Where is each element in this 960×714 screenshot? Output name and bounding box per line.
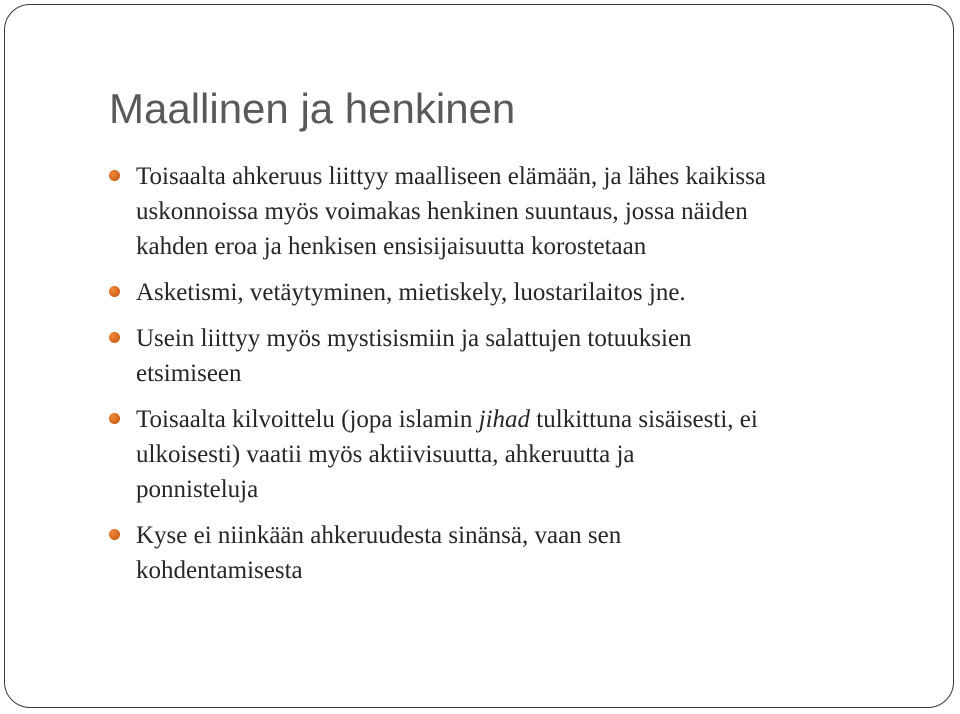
bullet-list	[109, 159, 929, 599]
bullet-text-line	[136, 402, 929, 437]
bullet-text-line: etsimiseen	[136, 360, 242, 387]
bullet-item	[109, 159, 929, 264]
bullet-text-line: ulkoisesti) vaatii myös aktiivisuutta, ahkeruutta ja	[136, 441, 635, 468]
bullet-text-line: Kyse ei niinkään ahkeruudesta sinänsä, vaan sen	[136, 522, 622, 549]
slide-title: Maallinen ja henkinen	[109, 85, 516, 132]
bullet-dot-icon	[109, 286, 120, 297]
bullet-item	[109, 402, 929, 507]
slide-frame	[4, 4, 954, 708]
emphasized-term: jihad	[478, 406, 531, 433]
bullet-text-segment: tulkittuna sisäisesti, ei	[530, 406, 758, 433]
bullet-dot-icon	[109, 332, 120, 343]
bullet-item	[109, 321, 929, 391]
bullet-text-line: Asketismi, vetäytyminen, mietiskely, luostarilaitos jne.	[136, 279, 686, 306]
bullet-text-line: kahden eroa ja henkisen ensisijaisuutta korostetaan	[136, 233, 647, 260]
bullet-dot-icon	[109, 170, 120, 181]
bullet-text-line: Usein liittyy myös mystisismiin ja salattujen totuuksien	[136, 325, 692, 352]
bullet-dot-icon	[109, 529, 120, 540]
bullet-text-line: ponnisteluja	[136, 476, 259, 503]
bullet-text-line: kohdentamisesta	[136, 557, 303, 584]
bullet-item	[109, 518, 929, 588]
bullet-text-segment: Toisaalta kilvoittelu (jopa islamin	[136, 406, 479, 433]
bullet-item	[109, 275, 929, 310]
bullet-text-line: uskonnoissa myös voimakas henkinen suuntaus, jossa näiden	[136, 198, 748, 225]
bullet-dot-icon	[109, 413, 120, 424]
bullet-text-line: Toisaalta ahkeruus liittyy maalliseen elämään, ja lähes kaikissa	[136, 163, 766, 190]
